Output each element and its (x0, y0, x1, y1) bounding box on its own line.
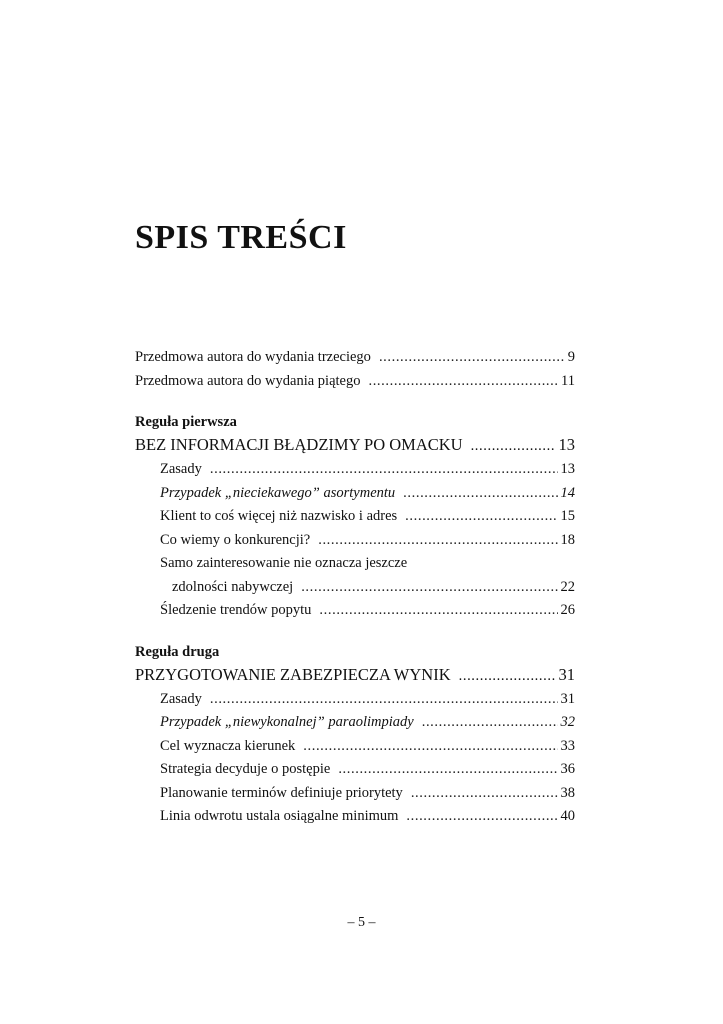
dot-leader (338, 758, 557, 782)
toc-entry[interactable] (135, 458, 575, 482)
toc-entry-first-line[interactable]: Samo zainteresowanie nie oznacza jeszcze (160, 555, 408, 571)
toc-entry-page: 36 (560, 761, 575, 777)
toc-entry-page: 22 (560, 578, 575, 595)
toc-entry-preface-third[interactable] (135, 346, 575, 370)
table-of-contents (135, 346, 575, 829)
dot-leader (210, 458, 558, 482)
toc-entry[interactable] (135, 782, 575, 806)
toc-entry-title: Cel wyznacza kierunek (160, 737, 296, 754)
toc-entry-page: 18 (560, 531, 575, 548)
toc-entry-page: 11 (561, 372, 575, 389)
toc-entry[interactable] (135, 505, 575, 529)
toc-entry-title: Przedmowa autora do wydania piątego (135, 372, 361, 389)
toc-entry-page: 31 (560, 690, 575, 707)
section-heading-title: BEZ INFORMACJI BŁĄDZIMY PO OMACKU (135, 435, 463, 454)
dot-leader (301, 576, 557, 600)
dot-leader (405, 505, 557, 529)
toc-entry-title: Klient to coś więcej niż nazwisko i adres (160, 508, 398, 524)
page-number: – 5 – (347, 915, 376, 930)
toc-entry[interactable] (135, 711, 575, 735)
toc-entry-page: 33 (560, 737, 575, 754)
toc-entry[interactable] (135, 482, 575, 506)
toc-entry-title: Zasady (160, 461, 202, 477)
section-label: Reguła druga (135, 643, 220, 660)
section-heading-title: PRZYGOTOWANIE ZABEZPIECZA WYNIK (135, 664, 451, 684)
dot-leader (368, 370, 558, 394)
toc-entry-title: Przypadek „niewykonalnej” paraolimpiady (160, 714, 414, 730)
toc-entry-page: 15 (560, 508, 575, 524)
toc-entry-title: Planowanie terminów definiuje priorytety (160, 784, 403, 801)
toc-entry[interactable] (135, 576, 575, 600)
toc-entry[interactable] (135, 805, 575, 829)
dot-leader (403, 482, 557, 506)
dot-leader (303, 735, 557, 759)
toc-entry-title: Co wiemy o konkurencji? (160, 531, 311, 548)
toc-entry[interactable] (135, 758, 575, 782)
toc-entry-title: zdolności nabywczej (172, 578, 294, 595)
section-heading-page: 13 (558, 435, 575, 454)
toc-entry-title: Przedmowa autora do wydania trzeciego (135, 349, 371, 365)
toc-entry-page: 40 (560, 808, 575, 824)
toc-entry-title: Linia odwrotu ustala osiągalne minimum (160, 808, 399, 824)
dot-leader (422, 711, 558, 735)
section-heading[interactable] (135, 663, 575, 688)
section-label: Reguła pierwsza (135, 414, 237, 430)
toc-entry-page: 32 (560, 714, 575, 730)
toc-entry[interactable] (135, 529, 575, 553)
dot-leader (411, 782, 558, 806)
dot-leader (319, 599, 557, 623)
toc-entry-page: 9 (567, 349, 575, 365)
toc-entry[interactable] (135, 688, 575, 712)
toc-entry-page: 26 (560, 602, 575, 618)
toc-entry-page: 38 (560, 784, 575, 801)
toc-entry-title: Przypadek „nieciekawego” asortymentu (160, 484, 396, 501)
toc-entry-preface-fifth[interactable] (135, 370, 575, 394)
toc-entry-title: Strategia decyduje o postępie (160, 761, 331, 777)
toc-entry[interactable] (135, 599, 575, 623)
dot-leader (318, 529, 557, 553)
page-title: SPIS TREŚCI (135, 219, 347, 256)
dot-leader (471, 433, 556, 458)
section-heading[interactable] (135, 433, 575, 458)
dot-leader (379, 346, 565, 370)
section-heading-page: 31 (558, 664, 575, 684)
toc-entry[interactable] (135, 735, 575, 759)
dot-leader (459, 663, 556, 688)
toc-entry-title: Śledzenie trendów popytu (160, 602, 312, 618)
dot-leader (210, 688, 558, 712)
toc-entry-page: 13 (560, 461, 575, 477)
toc-entry-title: Zasady (160, 690, 202, 707)
toc-entry-page: 14 (560, 484, 575, 501)
dot-leader (406, 805, 557, 829)
